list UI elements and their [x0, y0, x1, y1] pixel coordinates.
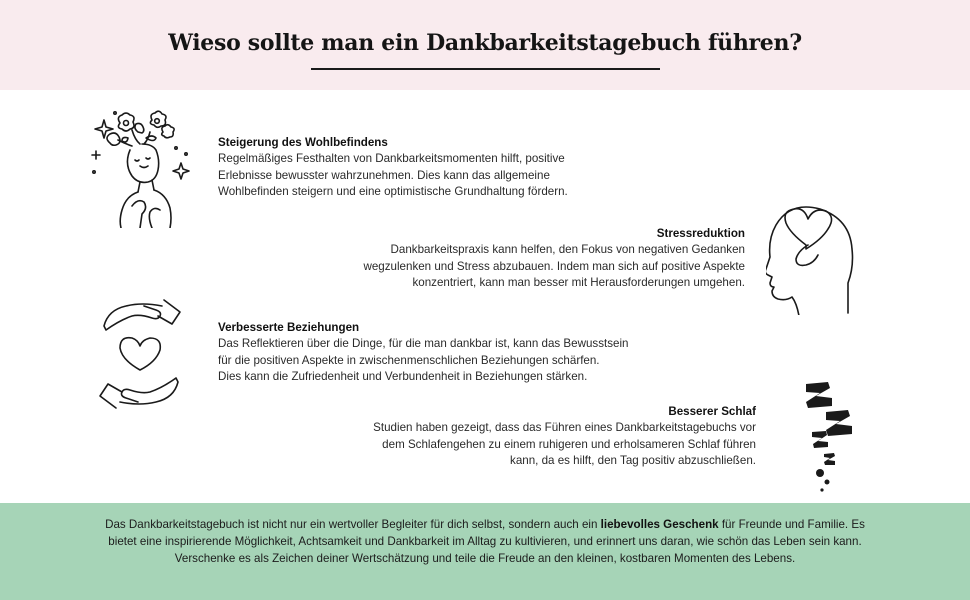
sleep-zzz-icon	[800, 380, 858, 496]
section-line: Das Reflektieren über die Dinge, für die man dankbar ist, kann das Bewusstsein	[218, 337, 629, 351]
section-heading: Besserer Schlaf	[668, 405, 756, 418]
section-stressreduktion	[300, 226, 745, 291]
footer-text-after: für Freunde und Familie. Es bietet eine inspirierende Möglichkeit, Achtsamkeit und Dankbarkeit im Alltag zu kultivieren, und erinnert uns daran, wie schön das Leben sein kann. Verschenke es als Zeichen deiner Wertschätzung und teile die Freude an den kleinen, kostbaren Momenten des Lebens.	[108, 518, 865, 565]
footer-highlight: liebevolles Geschenk	[600, 518, 719, 531]
section-wohlbefinden	[218, 135, 658, 200]
footer-paragraph	[90, 517, 880, 567]
section-heading: Stressreduktion	[656, 227, 745, 240]
section-heading: Steigerung des Wohlbefindens	[218, 136, 388, 149]
woman-with-flowers-icon	[90, 110, 195, 228]
header-banner	[0, 0, 970, 90]
head-with-heart-icon	[766, 203, 854, 315]
section-line: Wohlbefinden steigern und eine optimistische Grundhaltung fördern.	[218, 184, 568, 198]
page-title: Wieso sollte man ein Dankbarkeitstagebuch führen?	[168, 30, 802, 56]
section-schlaf	[300, 404, 756, 469]
section-line: für die positiven Aspekte in zwischenmenschlichen Beziehungen schärfen.	[218, 353, 600, 367]
section-line: dem Schlafengehen zu einem ruhigeren und erholsameren Schlaf führen	[382, 437, 756, 451]
footer-banner	[0, 503, 970, 600]
section-line: wegzulenken und Stress abzubauen. Indem man sich auf positive Aspekte	[363, 259, 745, 273]
section-line: Dies kann die Zufriedenheit und Verbundenheit in Beziehungen stärken.	[218, 369, 588, 383]
section-line: konzentriert, kann man besser mit Herausforderungen umgehen.	[412, 275, 745, 289]
section-heading: Verbesserte Beziehungen	[218, 321, 360, 334]
section-beziehungen	[218, 320, 688, 385]
footer-text-before: Das Dankbarkeitstagebuch ist nicht nur ein wertvoller Begleiter für dich selbst, sondern auch ein	[105, 518, 601, 531]
section-line: Studien haben gezeigt, dass das Führen eines Dankbarkeitstagebuchs vor	[373, 421, 756, 435]
section-line: Erlebnisse bewusster wahrzunehmen. Dies kann das allgemeine	[218, 168, 550, 182]
section-line: kann, da es hilft, den Tag positiv abzuschließen.	[510, 453, 756, 467]
section-line: Regelmäßiges Festhalten von Dankbarkeitsmomenten hilft, positive	[218, 152, 565, 166]
section-line: Dankbarkeitspraxis kann helfen, den Fokus von negativen Gedanken	[390, 243, 745, 257]
title-underline	[311, 68, 660, 70]
hands-holding-heart-icon	[92, 298, 190, 410]
